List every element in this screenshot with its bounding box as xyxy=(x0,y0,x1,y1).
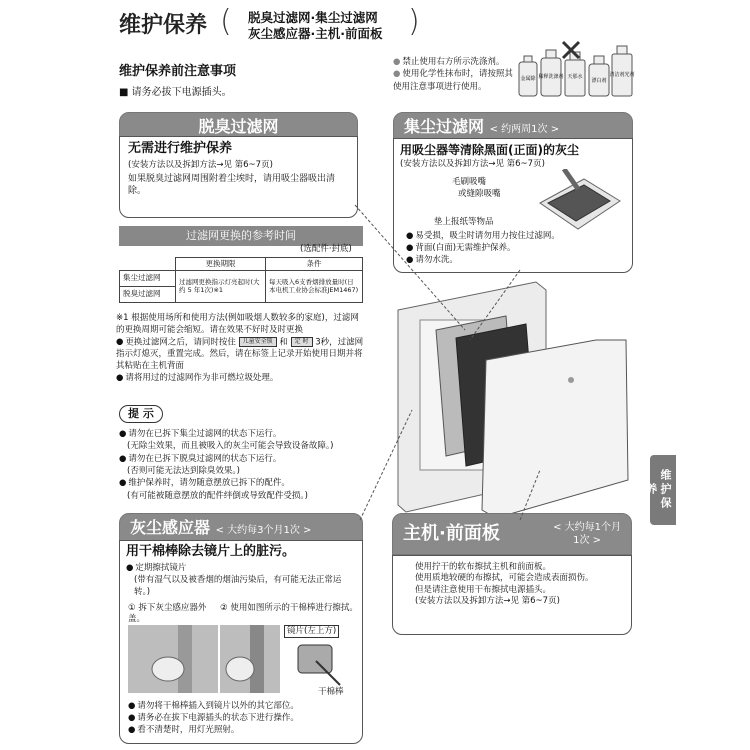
body-panel-freq-1: < 大约每1个月 xyxy=(553,522,621,533)
replace-note-1: ※1 根据使用场所和使用方法(例如吸烟人数较多的家庭)，过滤网的更换周期可能会缩短。请在效果不好时及时更换 xyxy=(116,313,359,335)
sensor-item-2: (带有湿气以及被香烟的烟油污染后，有可能无法正常运转。) xyxy=(134,574,342,597)
replace-note-3: ● 请将用过的过滤网作为非可燃垃圾处理。 xyxy=(116,373,366,385)
table-row-dust: 集尘过滤网 xyxy=(120,270,176,286)
replace-note-2a: 更换过滤网之后，请同时按住 xyxy=(125,337,236,348)
bottle-label-2: 稀释洗涤剂 xyxy=(538,74,564,80)
brush-nozzle-label: 毛刷吸嘴 xyxy=(452,177,487,187)
hint-item-3: ● 请勿在已拆下脱臭过滤网的状态下运行。 xyxy=(119,453,389,465)
body-panel-desc-2: 使用质地较硬的布擦拭，可能会造成表面损伤。 xyxy=(415,573,594,584)
sensor-bottom-2: ● 请务必在拔下电源插头的状态下进行操作。 xyxy=(128,713,299,725)
paren-open: ( xyxy=(220,4,232,39)
detergent-note-2: ● 使用化学性抹布时，请按照其使用注意事项进行使用。 xyxy=(393,68,517,93)
dust-filter-item-3: ● 请勿水洗。 xyxy=(406,255,560,267)
table-row-deodor: 脱臭过滤网 xyxy=(120,286,176,302)
table-period: 过滤网更换指示灯亮起时(大约 5 年1次)※1 xyxy=(176,270,266,302)
table-condition: 每天吸入6支香烟排放量时(日本电机工业协会标准JEM1467) xyxy=(266,270,363,302)
deodor-desc: 如果脱臭过滤网周围附着尘埃时，请用吸尘器吸出清除。 xyxy=(128,173,336,196)
parts-note: (选配件·封底) xyxy=(300,244,352,254)
hint-item-6: (有可能被随意摆放的配件绊倒或导致配件受损。) xyxy=(127,490,308,501)
hint-item-2: (无除尘效果，而且被吸入的灰尘可能会导致设备故障。) xyxy=(127,441,334,452)
dust-filter-freq: < 约两周1次 > xyxy=(489,124,560,135)
swab-label: 干棉棒 xyxy=(318,687,344,697)
bottle-label-4: 漂白剂 xyxy=(591,78,607,84)
sensor-step-1: ① 拆下灰尘感应器外盖。 xyxy=(128,603,207,625)
sensor-headline: 用干棉棒除去镜片上的脏污。 xyxy=(126,544,296,559)
deodor-headline: 无需进行维护保养 xyxy=(128,141,233,156)
dust-filter-tab-label: 集尘过滤网 xyxy=(404,117,485,136)
hint-item-4: (否则可能无法达到除臭效果。) xyxy=(127,465,240,476)
precautions-title: 维护保养前注意事项 xyxy=(119,64,237,79)
sensor-step-2: ② 使用如图所示的干棉棒进行擦拭。 xyxy=(220,603,358,613)
bottle-label-1: 金属除 xyxy=(520,76,536,82)
page-title: 维护保养 xyxy=(119,13,208,38)
replace-timing-bar: 过滤网更换的参考时间 xyxy=(119,226,363,246)
replace-note-2b: 3秒，过滤网指示灯熄灭，重置完成。然后，请在标签上记录开始使用日期并将其粘贴在主机背面 xyxy=(116,337,364,372)
sensor-item-1: ● 定期擦拭镜片 xyxy=(126,563,356,575)
title-sub-2: 灰尘感应器·主机·前面板 xyxy=(248,26,383,41)
sensor-bottom-3: ● 看不清楚时，用灯光照射。 xyxy=(128,725,299,737)
table-header-period: 更换期限 xyxy=(176,258,266,271)
dust-filter-ref: (安装方法以及拆卸方法→见 第6~7页) xyxy=(400,158,545,169)
timer-key: 定 时 xyxy=(291,337,313,347)
table-header-condition: 条件 xyxy=(266,258,363,271)
body-panel-desc-4: (安装方法以及拆卸方法→见 第6~7页) xyxy=(415,596,560,607)
hint-item-5: ● 维护保养时，请勿随意摆放已拆下的配件。 xyxy=(119,477,389,489)
title-sub-1: 脱臭过滤网·集尘过滤网 xyxy=(248,10,378,25)
side-tab: 维护保养 xyxy=(650,455,676,525)
sensor-tab-label: 灰尘感应器 xyxy=(130,518,211,537)
paren-close: ) xyxy=(408,4,420,39)
body-panel-tab-label: 主机·前面板 xyxy=(403,523,500,545)
deodor-filter-tab: 脱臭过滤网 xyxy=(119,112,358,143)
gap-nozzle-label: 或缝隙吸嘴 xyxy=(458,189,501,199)
lens-label: 镜片(左上方) xyxy=(284,625,339,638)
sensor-freq: < 大约每3个月1次 > xyxy=(215,525,312,536)
bottle-label-5: 清洁剂光剂 xyxy=(609,72,635,78)
hint-item-1: ● 请勿在已拆下集尘过滤网的状态下运行。 xyxy=(119,428,389,440)
dust-filter-item-1: ● 易受损，吸尘时请勿用力按住过滤网。 xyxy=(406,231,560,243)
newspaper-label: 垫上报纸等物品 xyxy=(434,217,494,227)
sensor-bottom-1: ● 请勿将干棉棒插入到镜片以外的其它部位。 xyxy=(128,701,299,713)
deodor-ref: (安装方法以及拆卸方法→见 第6~7页) xyxy=(128,159,273,170)
hint-label: 提 示 xyxy=(119,405,163,423)
dust-filter-item-2: ● 背面(白面)无需维护保养。 xyxy=(406,243,560,255)
body-panel-desc-3: 但是请注意使用干布擦拭电源插头。 xyxy=(415,584,552,595)
dust-filter-headline: 用吸尘器等清除黑面(正面)的灰尘 xyxy=(400,143,579,157)
bottle-label-3: 天那水 xyxy=(567,74,583,80)
body-panel-freq-2: 1次 > xyxy=(573,535,601,546)
body-panel-desc-1: 使用拧干的软布擦拭主机和前面板。 xyxy=(415,562,552,572)
child-lock-key: 儿童安全锁 xyxy=(239,337,277,347)
and-text: 和 xyxy=(279,337,288,348)
detergent-note-1: ● 禁止使用右方所示洗涤剂。 xyxy=(393,56,517,68)
precautions-item: ■ 请务必拔下电源插头。 xyxy=(119,87,232,98)
